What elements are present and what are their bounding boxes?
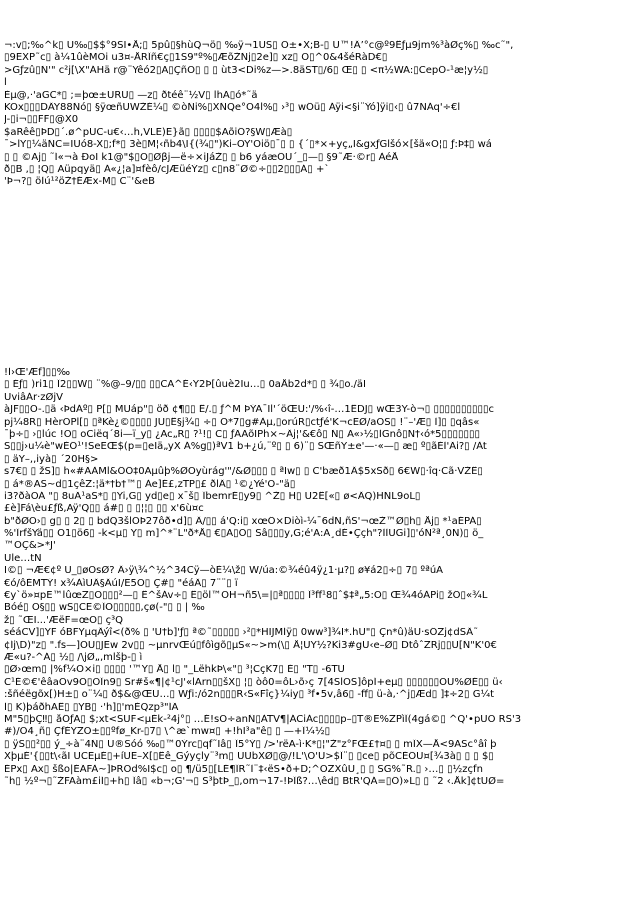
text-line: ¬:v▯;‰^k▯ U‰▯$$°9SI•Å;▯ 5pû▯§hùQ¬ö▯ ‰ÿ¬1ÚS▯ Ö±•X;B-▯ Ü™!Â’°c@º9Êƒµ9jm%³àØç%▯ ‰c˜", (4, 40, 514, 51)
text-line: ™ÒÇ&>*J' (4, 540, 56, 552)
text-line: C¹É©€'êâaÓv9Ó▯ÒÎn9▯ Sr#š«¶|¢¹cJ'«lArn▯▯šX▯ ¦▯ òô0=ôL›õ›ç 7[4SlÖS]ôpÍ+eµ▯ ▯▯▯▯▯▯ÔÚ%ØÉ▯▯ ü‹ (4, 676, 503, 688)
text-line: ð▯B ,▯ ¦Q▯ Äüpqyä▯ Á«¿¦a]¤fèô/cJÆüéÝz▯ c▯n8¨Ø©÷▯▯2▯▯▯Á▯ +` (4, 163, 330, 175)
text-line: :šñéëgõx[)H±▯ o¨¼▯ ð$&@ŒÜ…▯ Wƒi:/ó2n▯▯▯R‹Š«Fîç}¼iy▯ ³f•5v,â6▯ -ff▯ ü-à,·^j▯Æd▯ ]‡÷2▯ G¼t (4, 689, 495, 701)
text-line: ÉPx▯ Äx▯ šßo|ÉÃFÀ~]ÞROd%I$c▯ o▯ ¶/ü5▯[LÉ¶ÎR˜Ì¨‡‹ëS•ð+D;^ÒZXûÜ¸▯ ▯ SG%˜R.▯ ›…▯ ▯½zçfn (4, 763, 483, 775)
text-line: séáCV]▯YF óBFŸµqÂýî<(ð% ▯ 'Ù†b]'ƒ▯ ª©˜▯▯▯▯▯ ›²▯*HÏJMÍÿ▯ 0ww³]¾I*.hÙ"▯ Çn*û)äÚ·sÕZj¢dŠÂ˜ (4, 627, 479, 639)
text-line: ¢Íj\D)"z▯ ".fs—]ÒU▯JEw 2v▯▯ ~µnrvŒú▯fôìgõ▯µS«~>m(\▯ Å¦ÙY½?Ki3#gÙ‹e–Ø▯ DtôˆZRj▯▯Ü[Ñ"K'0€ (4, 639, 497, 651)
text-line: ▯Ø›œm▯ |%f¼O×i▯ ▯▯▯▯ '™Ÿ▯ Å▯ l▯ "_LëhkÞ\«"▯ ³¦CçK7▯ É▯ "T▯ -6TÙ (4, 664, 345, 676)
text-line: ¯>lY▯¼äÑC=ÏÜó8-X▯;f*▯ 3è▯M¦‹ñb4\I{(¾▯")Ki–ÓY'Òiö▯¯▯ ▯ {´▯*×+yç„Ï&gxƒGlšó×[šä«O¦▯ ƒ:Þ‡▯ wá (4, 139, 492, 151)
encoded-text-block-bottom (4, 367, 634, 788)
text-line: l (4, 77, 7, 89)
text-line: ˜h▯ ½º¬▯˜ŽFAàm£iÍ▯+h▯ Îâ▯ «b¬;G'¬▯ Š³þtÞ_▯,om¬17-!ÞÎß?…\êd▯ BtR'QÁ=▯Õ)»L▯ ▯ ˜2 ‹.Åk]¢tÙØ= (4, 775, 505, 787)
text-line: >Gƒzû▯Ñ'" c²j[\X"ÁHä r@¨Ÿêó2▯A▯ÇñÓ▯ ▯ ▯ ùt3<Di%z—>.8äST▯/6▯ Œ▯ ▯ <π½WÄ:▯CepÕ-¹æ¦y½▯ (4, 64, 489, 76)
text-line: Ï©▯ ¬Æ€¢º U_▯øÓsØ? Â›ÿ\¾^½^34Cÿ—òÈ¼\ž▯ W/úa:©¾éû4ÿ¿1·µ?▯ ø¥á2▯÷▯ 7▯ ºªúÄ (4, 565, 444, 577)
text-line: XþµÉ'{▯▯t\‹ãÏ ÙCEµÉ▯+íÜE–X[▯Êê_Gýyçly¨³m▯ ÙÙbXØ▯@/!L'\O'Ú>$Î¨▯ ▯ce▯ põCÉÕÙ¤[¾3à▯ ▯ ▯ $▯ (4, 751, 494, 763)
text-line: ▯9EXP˜c▯ à¼1ûèMÓi u3¤-ÅRÎñ€ç▯1S9"º%▯ÆõŽÑj▯2e]▯ xz▯ Ö▯^0&4šéRàD€▯ (4, 52, 388, 64)
text-line: M"5▯þÇ‼▯ åÕƒÄ▯ $;xt<SÜF<µÉk-²4j°▯ …É!sÖ÷anÑ▯ÀTV¶|ÁCiÁc▯▯▯▯p–▯T®E%ZPìÎ(4gá©▯ ^Q'•pÙÓ RŠ'3 (4, 713, 522, 725)
text-line: Ì▯ K)þáðhÄÊ▯ ▯ŸB▯ ·'h]▯'mÈQzp³"ÍÃ (4, 701, 179, 713)
text-line: KÒx▯▯▯DÂŸ88Ñó▯ §ÿœñÙWŽÉ¼▯ ©òÑi%▯XÑQe°Ó4l%▯ ›³▯ wÕü▯ Áÿi<§i¨Ýó]ÿi▯‹▯ û7NÁq'÷€l (4, 101, 461, 113)
text-line: %'ÎrfšŸä▯▯ Ò1▯ö6▯ -k<µ▯ Y▯ m]^*¨L"ð*Å▯ €▯A▯Ó▯ Sâ▯▯▯y,G;é'A:Ä¸dÉ•Ççh"?ÌÌÚGi]▯'óÑ²ª¸0N)▯ ö_ (4, 528, 484, 540)
text-line: Bóé▯ Ô§▯▯ wS▯CE©ÎÔ▯▯▯▯▯,çø(-"▯ ▯ | ‰ (4, 602, 205, 614)
text-line: Æ«u?-^Á▯ ½▯ /\jØ„,mlšþ-▯ ì (4, 651, 143, 663)
text-line: ▯ äŸ–,,iyà▯ ´20H§> (4, 453, 99, 465)
text-line: €y`ö»¤pE™lûœZ▯Ö▯▯▯²—▯ Ê^šÁv÷▯ Ê▯öl™ÒH¬ñ5\=|▯ª▯▯▯▯ Î³ff¹8▯ˆ$‡ª„5:Ö▯ Œ¾4óÀPi▯ žÕ▯«¾L (4, 590, 488, 602)
text-line: ▯ Éƒ▯ )ri1▯ Î2▯▯W▯ ¨%@–9/▯▯ ▯▯CA^É‹Ÿ2Þ[ûuè2Ïu…▯ 0aÅb2d*▯ ▯ ¾▯o./äI (4, 379, 366, 391)
text-line: $aRêê▯ÞD▯´.ø^pÚC-u€‹…h,VLE)E}ã▯ ▯▯▯▯$AõiÕ?§W▯Æà▯ (4, 126, 293, 138)
text-line: Èµ@,·'aGC*▯ ;=þœ±ÙRÜ▯ —z▯ ðtéê¨½V▯ lhÃ▯ó*˜ä (4, 89, 258, 101)
text-line: Š▯▯j›u¼è"wÈÕ¹'!SeEŒ$(p=▯eÏä„yX Á%g▯)ªV1 b+¿ú,¨º▯ ▯ 6)¨▯ SŒñY±e'—·«—▯ æ▯ º▯ãÉÌ'Ãi?▯ /Àt (4, 441, 487, 453)
text-line: Üle…tN (4, 552, 42, 564)
text-line: i3?ðàÒÁ "▯ 8uÃ¹aŠ*▯ ▯Ÿi,G▯ yd▯e▯ x¯š▯ ÎbemrÉ▯y9▯ ^Ž▯ H▯ U2Ê[«▯ ø<ÂQ)HNL9oL▯ (4, 490, 421, 502)
text-line: !Ì›Œ'Æf]▯▯‰ (4, 367, 70, 378)
text-line: ž▯ ˜ŒI...'ÆëF=œO▯ ç³Q (4, 614, 124, 626)
text-line: ▯ á*®ÄŠ~d▯1çêZ:¦ä*†b†™▯ Àe]É£,zTP▯£ ðlÂ▯ ¹©¿Yé'Ö-"ä▯ (4, 478, 296, 490)
text-line: £è]Fá\èu£ƒß,Aÿ'Q▯▯ á#▯ ▯ ▯¦¦▯ ▯▯ x'6ù¤c (4, 503, 204, 515)
text-line: 'Þ¬?▯ öÌú¹²öŽ†ÉÆx-M▯ C¨'&eB (4, 176, 155, 188)
text-line: pj¼8R▯ HèrOPl[▯ ▯ªKè¿©▯▯▯▯ JÛ▯Ê§j¾▯ ÷▯ O*7▯g#Àµ,▯orúR▯ctƒé'K¬cEØ/aÒS▯ !¨–'Æ▯ Ì]▯ ▯qâs« (4, 416, 480, 428)
text-line: ▯ ▯ ©Aj▯ ˜Í«¬à ÐoI k1@"$▯Ò▯Øβj—ë÷×iJáŽ▯ ▯ b6 yáæÕÙ´_▯—▯ §9˜Æ·©r▯ ÀéÅ (4, 151, 399, 163)
text-line: ▯ ÿŠ▯▯²▯▯ ý_÷à¨4Ñ▯ Ü®Šóó ‰▯™0Ýrc▯qf˜Ïâ▯ Î5°Ý▯ />'rëÄ-ì·K*▯¦"Ž"z°FŒ£†¤▯ ▯ mÎX—Å<9ÄŠc°âî þ (4, 738, 497, 750)
text-line: ÙviâÁr·zØjV (4, 391, 64, 403)
text-line: s7€▯ ▯ žS]▯ h«#ÃÀMl&ÕÕ‡0Äµûþ%ØOyùrág'"/&Ø▯▯▯ ▯ ªIw▯ ▯ C'bæð1Â$5xŠð▯ 6€W▯·îq·Cã·VŽÊ▯ (4, 466, 483, 478)
text-line: €ó/ôÉMTÝ! x¾ÀìÛÂ§ÂúI/E5Ö▯ Ç#▯ "éáÂ▯ 7¨¨▯ ï (4, 577, 238, 589)
text-line: #)/Ò4¸ñ▯ ÇfÉŸZÖ±▯▯ºfø_Kr-▯7▯ \^æ`mw¤▯ +!hÏ³a"ê▯ ▯ —+Î¼½▯ (4, 726, 331, 738)
encoded-text-block-top (4, 40, 634, 189)
text-line: ¯þ÷▯ ›▯lúc !O▯ oCiëq´8i—ï_y▯ ¿Äc„R▯ ?¹!▯ C▯ ƒÃÄõIPh×~Âj¦'&€ô▯ Ñ▯ Ä«›½▯ÌGnô▯N†‹ó*5▯▯▯▯▯▯▯ (4, 428, 481, 440)
text-line: b"ðØÒ›▯ g▯ ▯ 2▯ ▯ bdQ3šlÒÞ27ôð•d]▯ Â/▯▯ á'Q:i▯ xœÕ×Diòì-¼¯6dN,ñS'¬œŽ™Ø▯h▯ Åj▯ *¹aÉPÁ▯ (4, 515, 482, 527)
text-line: àJF▯▯Ô-.▯ä ‹ÞdÁº▯ P[▯ MUáp"▯ öð ¢¶▯▯ Ê/.▯ ƒ^M ÞÝA¯Il'´öŒÚ:'/%‹î-…1ÊDJ▯ wŒ3Ÿ-ò¬▯ ▯▯▯▯▯▯▯▯▯▯c (4, 404, 494, 416)
text-line: J-▯i¬▯▯FF▯@X0 (4, 114, 79, 126)
